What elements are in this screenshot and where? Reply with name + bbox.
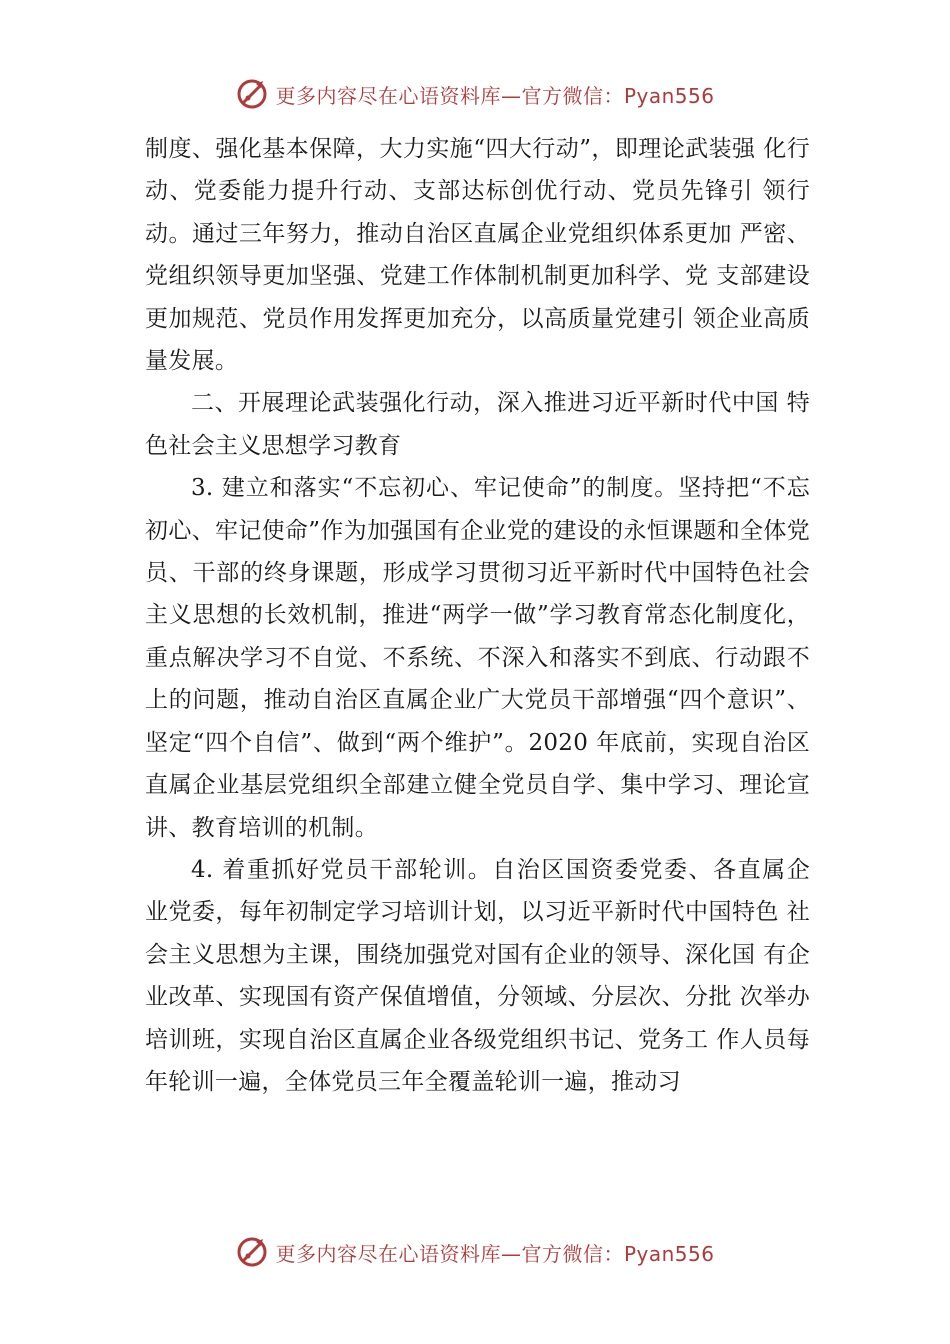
paragraph-1: 制度、强化基本保障，大力实施“四大行动”，即理论武装强 化行动、党委能力提升行动、支部达标创优行动、党员先锋引 领行动。通过三年努力，推动自治区直属企业党组织体系更加 严密、党组织领导更加坚强、党建工作体制机制更加科学、党 支部建设更加规范、党员作用发挥更加充分，以高质量党建引 领企业高质量发展。 [145, 136, 810, 375]
brush-circle-logo-icon [235, 77, 269, 111]
header-text: 更多内容尽在心语资料库—官方微信：Pyan556 [275, 83, 715, 108]
footer-text: 更多内容尽在心语资料库—官方微信：Pyan556 [275, 1241, 715, 1266]
document-body [145, 128, 810, 1103]
paragraph-4: 4. 着重抓好党员干部轮训。自治区国资委党委、各直属企 业党委，每年初制定学习培训计划，以习近平新时代中国特色 社会主义思想为主课，围绕加强党对国有企业的领导、深化国 有企业改革、实现国有资产保值增值，分领域、分层次、分批 次举办培训班，实现自治区直属企业各级党组织书记、党务工 作人员每年轮训一遍，全体党员三年全覆盖轮训一遍，推动习 [145, 856, 810, 1095]
section-heading: 二、开展理论武装强化行动，深入推进习近平新时代中国 特色社会主义思想学习教育 [145, 390, 810, 459]
brush-circle-logo-icon [235, 1235, 269, 1269]
footer-banner [0, 1232, 950, 1272]
header-banner [0, 74, 950, 114]
paragraph-3: 3. 建立和落实“不忘初心、牢记使命”的制度。坚持把“不忘初心、牢记使命”作为加强国有企业党的建设的永恒课题和全体党员、干部的终身课题，形成学习贯彻习近平新时代中国特色社会主义思想的长效机制，推进“两学一做”学习教育常态化制度化，重点解决学习不自觉、不系统、不深入和落实不到底、行动跟不上的问题，推动自治区直属企业广大党员干部增强“四个意识”、坚定“四个自信”、做到“两个维护”。2020 年底前，实现自治区直属企业基层党组织全部建立健全党员自学、集中学习、理论宣讲、教育培训的机制。 [145, 475, 810, 841]
